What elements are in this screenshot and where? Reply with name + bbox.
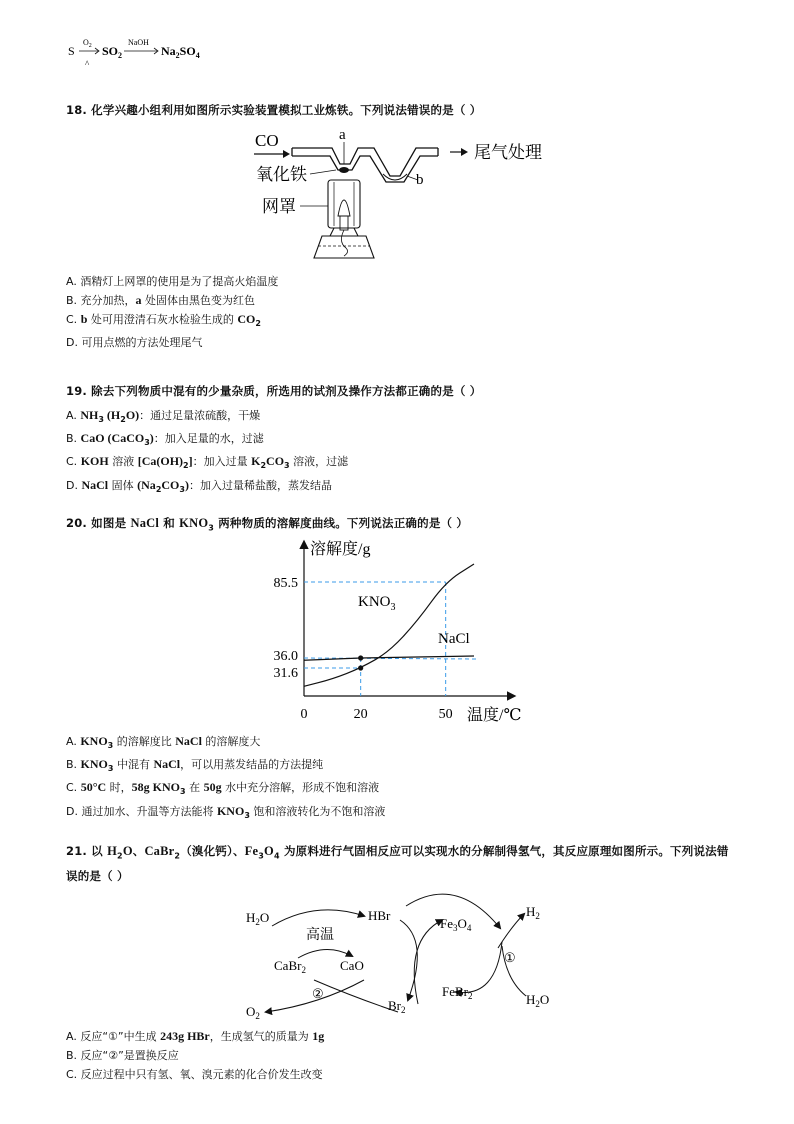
point-kno3-20 <box>358 665 363 670</box>
q19-option-c: C. KOH 溶液 $[Ca(OH)_2]$：加入过量 $K_2CO_3$ 溶液，过滤 <box>66 454 349 471</box>
fig-cao: CaO <box>340 958 364 973</box>
eq-so2: $SO_2$ <box>102 44 123 60</box>
eq-o2: $O_2$ <box>83 38 92 49</box>
q18-figure <box>250 124 570 264</box>
eq-na2so4: $Na_2SO_4$ <box>161 44 200 60</box>
fig-reaction-1: ① <box>504 950 516 965</box>
q21-option-c: C. 反应过程中只有氢、氧、溴元素的化合价发生改变 <box>66 1068 323 1081</box>
q18-option-b: B. 充分加热，a 处固体由黑色变为红色 <box>66 293 256 307</box>
q21-stem-line2: 误的是（ ） <box>66 869 129 884</box>
label-net: 网罩 <box>262 197 296 216</box>
blast-furnace-apparatus <box>250 124 570 264</box>
y-tick-31-6: 31.6 <box>273 666 298 681</box>
eq-s: S <box>68 44 75 58</box>
q19-stem: 19. 除去下列物质中混有的少量杂质，所选用的试剂及操作方法都正确的是（ ） <box>66 384 482 398</box>
fig-br2: $Br_2$ <box>388 998 406 1015</box>
q19-options <box>66 406 348 499</box>
q18-option-d: D. 可用点燃的方法处理尾气 <box>66 336 203 350</box>
eq-naoh: NaOH <box>128 38 149 47</box>
q20-stem: 20. 如图是 NaCl 和 $KNO_3$ 两种物质的溶解度曲线。下列说法正确的是（ ） <box>66 516 469 533</box>
y-tick-85-5: 85.5 <box>273 576 298 591</box>
fig-h2o-left: $H_2O$ <box>246 910 270 927</box>
q20-option-c: C. 50°C 时，58g $KNO_3$ 在 50g 水中充分溶解，形成不饱和溶液 <box>66 780 380 797</box>
q20-option-d: D. 通过加水、升温等方法能将 $KNO_3$ 饱和溶液转化为不饱和溶液 <box>66 803 386 820</box>
label-tail-gas: 尾气处理 <box>474 143 542 162</box>
point-nacl-20 <box>358 655 363 660</box>
y-tick-36-0: 36.0 <box>273 649 298 664</box>
q21-option-a: A. 反应“①”中生成 243g HBr，生成氢气的质量为 1g <box>66 1029 325 1043</box>
fig-h2o-right: $H_2O$ <box>526 992 550 1009</box>
label-iron-oxide: 氧化铁 <box>256 165 307 184</box>
q21-figure <box>236 880 576 1020</box>
q19-option-d: D. NaCl 固体 $(Na_2CO_3)$：加入过量稀盐酸，蒸发结晶 <box>66 477 332 494</box>
q19-option-a: A. $NH_3$ $(H_2O)$：通过足量浓硫酸，干燥 <box>66 408 261 425</box>
top-equation-svg <box>66 34 226 70</box>
q20-options <box>66 732 385 825</box>
x-tick-0: 0 <box>300 707 308 722</box>
fig-fe3o4: $Fe_3O_4$ <box>440 916 472 933</box>
solubility-chart <box>260 534 530 729</box>
series-nacl-label: NaCl <box>438 631 470 647</box>
fig-febr2: FeBr$_2$ <box>442 984 473 1001</box>
q18-option-c: C. b 处可用澄清石灰水检验生成的 $CO_2$ <box>66 312 261 329</box>
q21-stem-line1: 21. 以 $H_2O$、CaBr$_2$（溴化钙）、$Fe_3O_4$ 为原料进行气固相反应可以实现水的分解制得氢气，其反应原理如图所示。下列说法错 <box>66 844 729 861</box>
q21-options <box>66 1027 324 1084</box>
reaction-cycle-diagram <box>236 880 576 1020</box>
fig-reaction-2: ② <box>312 986 324 1001</box>
q18-stem: 18. 化学兴趣小组利用如图所示实验装置模拟工业炼铁。下列说法错误的是（ ） <box>66 103 482 117</box>
q18-option-a: A. 酒精灯上网罩的使用是为了提高火焰温度 <box>66 275 279 288</box>
q20-option-a: A. $KNO_3$ 的溶解度比 NaCl 的溶解度大 <box>66 734 261 751</box>
x-axis-label: 温度/℃ <box>467 707 522 724</box>
x-tick-50: 50 <box>438 707 453 722</box>
q19-option-b: B. CaO (CaCO$_3$)：加入足量的水，过滤 <box>66 431 264 448</box>
top-equation <box>66 34 226 70</box>
solubility-chart-svg <box>260 534 530 729</box>
fig-o2: $O_2$ <box>246 1004 260 1020</box>
q18-options <box>66 272 278 352</box>
fig-cabr2: CaBr$_2$ <box>274 958 306 975</box>
label-a: a <box>339 127 346 143</box>
eq-heat: ^ <box>85 59 90 69</box>
x-tick-20: 20 <box>353 707 368 722</box>
fig-high-temp: 高温 <box>306 928 334 943</box>
series-kno3-label: $KNO_3$ <box>358 594 396 613</box>
label-co: CO <box>255 131 279 150</box>
fig-h2: $H_2$ <box>526 904 540 921</box>
label-b: b <box>416 172 424 188</box>
q20-option-b: B. $KNO_3$ 中混有 NaCl，可以用蒸发结晶的方法提纯 <box>66 757 324 774</box>
fig-hbr: HBr <box>368 908 391 923</box>
y-axis-label: 溶解度/g <box>310 541 371 558</box>
q21-option-b: B. 反应“②”是置换反应 <box>66 1049 179 1062</box>
